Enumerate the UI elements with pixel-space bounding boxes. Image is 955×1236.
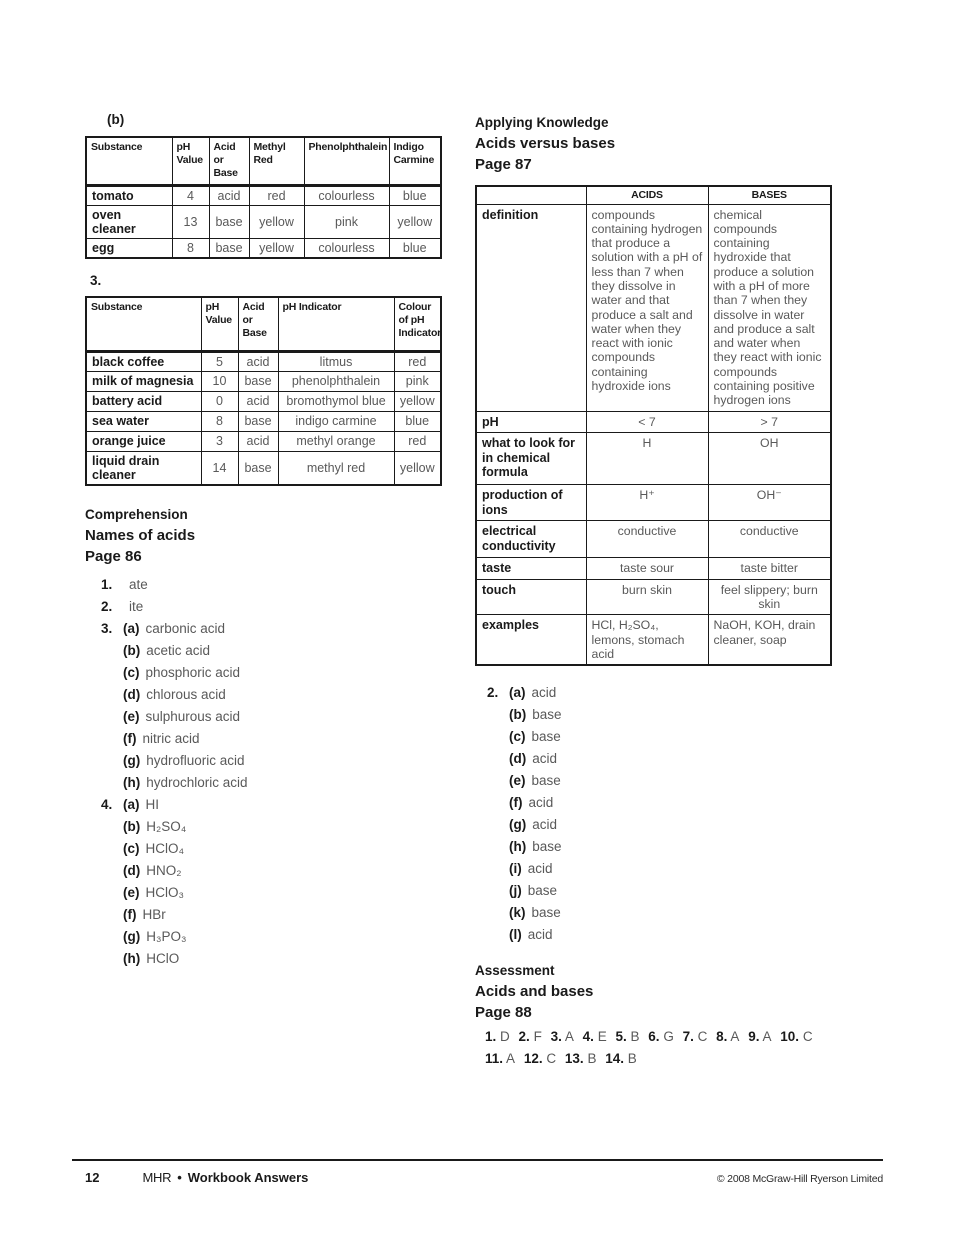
value-cell: acid bbox=[238, 431, 278, 451]
activity-title: Acids versus bases bbox=[475, 135, 616, 152]
item-number bbox=[101, 838, 123, 860]
substance-cell: oven cleaner bbox=[86, 205, 172, 238]
item-letter: (f) bbox=[123, 730, 137, 746]
value-cell: 13 bbox=[172, 205, 209, 238]
answer-pair bbox=[716, 1026, 739, 1048]
list-item bbox=[101, 860, 441, 882]
substance-cell: battery acid bbox=[86, 391, 201, 411]
answer-number: 10. bbox=[780, 1029, 800, 1045]
column-header: pH Indicator bbox=[278, 297, 394, 351]
list-item bbox=[101, 816, 441, 838]
substance-cell: sea water bbox=[86, 411, 201, 431]
value-cell: red bbox=[394, 431, 441, 451]
table-row bbox=[476, 579, 831, 615]
answer-pair bbox=[780, 1026, 812, 1048]
item-letter: (e) bbox=[123, 708, 140, 724]
list-item bbox=[101, 838, 441, 860]
answer-letter: C bbox=[546, 1051, 557, 1067]
item-number bbox=[101, 728, 123, 750]
assessment-section-header bbox=[475, 960, 832, 1024]
item-letter: (b) bbox=[123, 642, 141, 658]
acids-cell: < 7 bbox=[586, 411, 708, 433]
page-reference: Page 87 bbox=[475, 156, 532, 173]
answer-number: 8. bbox=[716, 1029, 728, 1045]
acids-cell: taste sour bbox=[586, 558, 708, 580]
list-item bbox=[487, 770, 832, 792]
list-item bbox=[101, 662, 441, 684]
value-cell: 10 bbox=[201, 371, 238, 391]
item-letter: (c) bbox=[123, 840, 140, 856]
row-label: taste bbox=[476, 558, 586, 580]
bases-cell: NaOH, KOH, drain cleaner, soap bbox=[708, 615, 831, 665]
item-text: base bbox=[531, 905, 561, 921]
value-cell: base bbox=[238, 371, 278, 391]
acids-cell: conductive bbox=[586, 521, 708, 558]
row-label: pH bbox=[476, 411, 586, 433]
list-item bbox=[101, 882, 441, 904]
list-item bbox=[487, 682, 832, 704]
value-cell: methyl red bbox=[278, 451, 394, 485]
answer-number: 7. bbox=[682, 1029, 694, 1045]
item-number bbox=[487, 792, 509, 814]
value-cell: indigo carmine bbox=[278, 411, 394, 431]
value-cell: 3 bbox=[201, 431, 238, 451]
row-label: what to look for in chemical formula bbox=[476, 433, 586, 485]
item-number bbox=[487, 836, 509, 858]
value-cell: 5 bbox=[201, 351, 238, 371]
item-number bbox=[101, 772, 123, 794]
list-item bbox=[101, 750, 441, 772]
acids-column-header: ACIDS bbox=[586, 186, 708, 204]
answer-pair bbox=[551, 1026, 574, 1048]
list-item bbox=[101, 728, 441, 750]
acids-cell: H bbox=[586, 433, 708, 485]
item-text: base bbox=[532, 707, 562, 723]
table-row bbox=[86, 205, 441, 238]
bases-cell: taste bitter bbox=[708, 558, 831, 580]
answer-letter: E bbox=[597, 1029, 607, 1045]
item-number: 1. bbox=[101, 576, 113, 592]
item-number: 2. bbox=[487, 685, 499, 701]
answer-pair bbox=[583, 1026, 607, 1048]
item-text: acid bbox=[527, 927, 553, 943]
item-text: phosphoric acid bbox=[145, 664, 241, 680]
answer-pair bbox=[485, 1026, 510, 1048]
bases-cell: OH⁻ bbox=[708, 485, 831, 521]
value-cell: base bbox=[238, 451, 278, 485]
list-item bbox=[101, 706, 441, 728]
item-number bbox=[487, 704, 509, 726]
item-text: HClO₄ bbox=[145, 840, 185, 856]
item-number bbox=[101, 640, 123, 662]
table-row bbox=[86, 451, 441, 485]
item-text: ate bbox=[129, 576, 148, 592]
substance-cell: egg bbox=[86, 238, 172, 258]
table-row bbox=[86, 185, 441, 205]
section-heading: Assessment bbox=[475, 963, 555, 979]
answer-pair bbox=[565, 1048, 597, 1070]
indicator-results-table bbox=[85, 136, 442, 259]
item-text: base bbox=[527, 883, 558, 899]
list-item bbox=[101, 948, 441, 970]
book-title: Workbook Answers bbox=[187, 1170, 309, 1185]
assessment-answers bbox=[475, 1026, 820, 1070]
item-text: HClO₃ bbox=[145, 884, 184, 900]
list-item bbox=[487, 792, 832, 814]
item-number bbox=[101, 882, 123, 904]
item-text: hydrochloric acid bbox=[146, 774, 248, 790]
page-reference: Page 86 bbox=[85, 547, 142, 565]
acids-cell: HCl, H₂SO₄, lemons, stomach acid bbox=[586, 615, 708, 665]
answer-number: 13. bbox=[564, 1051, 584, 1067]
question-3-label: 3. bbox=[90, 273, 102, 288]
table-row bbox=[476, 521, 831, 558]
answer-letter: B bbox=[587, 1051, 597, 1067]
activity-title: Acids and bases bbox=[475, 983, 594, 1001]
item-number bbox=[101, 904, 123, 926]
value-cell: blue bbox=[389, 238, 441, 258]
item-text: base bbox=[532, 839, 562, 855]
item-letter: (a) bbox=[509, 685, 526, 701]
list-item bbox=[487, 704, 832, 726]
value-cell: pink bbox=[394, 371, 441, 391]
table-row bbox=[476, 411, 831, 433]
value-cell: yellow bbox=[249, 205, 304, 238]
list-item bbox=[487, 836, 832, 858]
item-letter: (k) bbox=[509, 905, 526, 921]
value-cell: 8 bbox=[172, 238, 209, 258]
acids-cell: compounds containing hydrogen that produce a solution with a pH of less than 7 when they dissolve in water and that produce a salt and water when they react with ionic compounds containing hydroxide ions bbox=[586, 204, 708, 411]
item-letter: (g) bbox=[123, 928, 141, 944]
answer-letter: A bbox=[506, 1051, 516, 1067]
table-row bbox=[476, 433, 831, 485]
substance-cell: milk of magnesia bbox=[86, 371, 201, 391]
value-cell: colourless bbox=[304, 185, 389, 205]
footer-divider bbox=[72, 1159, 883, 1161]
item-number bbox=[101, 926, 123, 948]
item-letter: (g) bbox=[123, 752, 141, 768]
column-header: Phenolphthalein bbox=[304, 137, 389, 185]
answer-letter: C bbox=[802, 1029, 813, 1045]
item-letter: (d) bbox=[509, 751, 527, 767]
value-cell: acid bbox=[238, 391, 278, 411]
substance-cell: orange juice bbox=[86, 431, 201, 451]
bases-cell: conductive bbox=[708, 521, 831, 558]
answer-pair bbox=[524, 1048, 556, 1070]
item-text: acid bbox=[532, 817, 558, 833]
left-column bbox=[85, 112, 441, 970]
answer-letter: C bbox=[697, 1029, 708, 1045]
row-label: production of ions bbox=[476, 485, 586, 521]
bases-cell: feel slippery; burn skin bbox=[708, 579, 831, 615]
answer-pair bbox=[615, 1026, 639, 1048]
list-item bbox=[101, 904, 441, 926]
item-letter: (d) bbox=[123, 862, 141, 878]
item-text: carbonic acid bbox=[145, 620, 226, 636]
item-letter: (e) bbox=[509, 773, 526, 789]
value-cell: bromothymol blue bbox=[278, 391, 394, 411]
table-header-row bbox=[476, 186, 831, 204]
value-cell: base bbox=[209, 205, 249, 238]
value-cell: red bbox=[249, 185, 304, 205]
copyright-notice: © 2008 McGraw-Hill Ryerson Limited bbox=[716, 1173, 883, 1185]
row-label: definition bbox=[476, 204, 586, 411]
item-text: hydrofluoric acid bbox=[146, 752, 245, 768]
value-cell: pink bbox=[304, 205, 389, 238]
list-item bbox=[101, 684, 441, 706]
column-header: Indigo Carmine bbox=[389, 137, 441, 185]
table-row bbox=[476, 204, 831, 411]
acids-vs-bases-table bbox=[475, 185, 832, 666]
item-number: 2. bbox=[101, 598, 113, 614]
value-cell: 14 bbox=[201, 451, 238, 485]
value-cell: blue bbox=[389, 185, 441, 205]
value-cell: yellow bbox=[389, 205, 441, 238]
item-text: acid bbox=[531, 685, 557, 701]
list-item bbox=[101, 794, 441, 816]
page-number: 12 bbox=[85, 1170, 100, 1185]
column-header: Acid or Base bbox=[238, 297, 278, 351]
answer-number: 6. bbox=[648, 1029, 660, 1045]
item-number bbox=[487, 902, 509, 924]
acids-cell: burn skin bbox=[586, 579, 708, 615]
answer-letter: G bbox=[663, 1029, 674, 1045]
answer-number: 11. bbox=[485, 1051, 504, 1067]
item-number bbox=[487, 880, 509, 902]
table-row bbox=[86, 351, 441, 371]
answer-pair bbox=[485, 1048, 515, 1070]
item-letter: (i) bbox=[509, 861, 522, 877]
item-letter: (l) bbox=[509, 927, 522, 943]
comprehension-section-header bbox=[85, 504, 441, 568]
table-row bbox=[86, 238, 441, 258]
answer-number: 4. bbox=[582, 1029, 594, 1045]
value-cell: acid bbox=[209, 185, 249, 205]
row-label: examples bbox=[476, 615, 586, 665]
item-text: HBr bbox=[142, 906, 166, 922]
item-text: HI bbox=[145, 796, 159, 812]
value-cell: red bbox=[394, 351, 441, 371]
row-label: touch bbox=[476, 579, 586, 615]
table-row bbox=[86, 411, 441, 431]
item-letter: (f) bbox=[123, 906, 137, 922]
table-header-row bbox=[86, 137, 441, 185]
right-column bbox=[475, 112, 832, 1070]
empty-corner-cell bbox=[476, 186, 586, 204]
value-cell: methyl orange bbox=[278, 431, 394, 451]
table-row bbox=[86, 371, 441, 391]
item-number bbox=[101, 816, 123, 838]
answer-letter: A bbox=[730, 1029, 740, 1045]
column-header: pH Value bbox=[172, 137, 209, 185]
value-cell: yellow bbox=[249, 238, 304, 258]
value-cell: 0 bbox=[201, 391, 238, 411]
column-header: Substance bbox=[86, 297, 201, 351]
column-header: Colour of pH Indicator bbox=[394, 297, 441, 351]
list-item bbox=[101, 926, 441, 948]
acids-cell: H⁺ bbox=[586, 485, 708, 521]
answer-letter: A bbox=[564, 1029, 574, 1045]
page-reference: Page 88 bbox=[475, 1004, 532, 1022]
answer-number: 2. bbox=[518, 1029, 530, 1045]
ph-indicator-table bbox=[85, 296, 442, 486]
part-b-label: (b) bbox=[107, 112, 125, 127]
list-item bbox=[101, 618, 441, 640]
answer-number: 3. bbox=[550, 1029, 562, 1045]
answer-number: 9. bbox=[748, 1029, 760, 1045]
item-letter: (b) bbox=[509, 707, 527, 723]
bases-cell: OH bbox=[708, 433, 831, 485]
item-letter: (a) bbox=[123, 796, 140, 812]
list-item bbox=[487, 858, 832, 880]
answer-pair bbox=[605, 1048, 637, 1070]
item-number bbox=[487, 748, 509, 770]
table-row bbox=[476, 615, 831, 665]
item-letter: (d) bbox=[123, 686, 141, 702]
item-number bbox=[487, 924, 509, 946]
value-cell: yellow bbox=[394, 391, 441, 411]
item-number bbox=[101, 662, 123, 684]
answer-number: 12. bbox=[523, 1051, 543, 1067]
item-text: acid bbox=[527, 861, 553, 877]
list-item bbox=[487, 814, 832, 836]
item-number bbox=[487, 770, 509, 792]
answer-number: 1. bbox=[485, 1029, 497, 1045]
substance-cell: tomato bbox=[86, 185, 172, 205]
value-cell: base bbox=[209, 238, 249, 258]
item-number: 3. bbox=[101, 620, 113, 636]
answer-letter: B bbox=[627, 1051, 637, 1067]
list-item bbox=[101, 574, 441, 596]
answer-letter: A bbox=[762, 1029, 772, 1045]
bases-column-header: BASES bbox=[708, 186, 831, 204]
item-letter: (f) bbox=[509, 795, 523, 811]
answer-pair bbox=[519, 1026, 542, 1048]
value-cell: 4 bbox=[172, 185, 209, 205]
value-cell: blue bbox=[394, 411, 441, 431]
item-text: base bbox=[531, 729, 561, 745]
item-text: acid bbox=[532, 751, 558, 767]
answer-pair bbox=[748, 1026, 771, 1048]
answer-letter: D bbox=[500, 1029, 510, 1045]
answer-number: 14. bbox=[605, 1051, 624, 1067]
item-text: H₂SO₄ bbox=[146, 818, 187, 834]
imprint-label: MHR bbox=[142, 1170, 172, 1185]
item-text: HNO₂ bbox=[146, 862, 182, 878]
activity-title: Names of acids bbox=[85, 526, 196, 544]
item-text: nitric acid bbox=[142, 730, 200, 746]
row-label: electrical conductivity bbox=[476, 521, 586, 558]
item-text: H₃PO₃ bbox=[146, 928, 187, 944]
column-header: Substance bbox=[86, 137, 172, 185]
list-item bbox=[101, 772, 441, 794]
answer-letter: F bbox=[533, 1029, 542, 1045]
answer-letter: B bbox=[630, 1029, 640, 1045]
item-text: HClO bbox=[146, 950, 180, 966]
item-letter: (c) bbox=[509, 729, 526, 745]
bases-cell: > 7 bbox=[708, 411, 831, 433]
names-of-acids-answers bbox=[85, 574, 441, 970]
value-cell: base bbox=[238, 411, 278, 431]
value-cell: 8 bbox=[201, 411, 238, 431]
table-row bbox=[476, 485, 831, 521]
item-letter: (j) bbox=[509, 883, 522, 899]
section-heading: Comprehension bbox=[85, 506, 188, 522]
item-letter: (h) bbox=[509, 839, 527, 855]
item-number bbox=[101, 948, 123, 970]
item-text: ite bbox=[129, 598, 144, 614]
applying-knowledge-section-header bbox=[475, 112, 832, 176]
item-letter: (e) bbox=[123, 884, 140, 900]
item-number bbox=[101, 860, 123, 882]
answer-pair bbox=[683, 1026, 708, 1048]
item-letter: (c) bbox=[123, 664, 140, 680]
page-footer bbox=[85, 1170, 883, 1185]
value-cell: litmus bbox=[278, 351, 394, 371]
item-text: chlorous acid bbox=[146, 686, 226, 702]
answer-number: 5. bbox=[615, 1029, 627, 1045]
list-item bbox=[487, 902, 832, 924]
list-item bbox=[487, 880, 832, 902]
bases-cell: chemical compounds containing hydroxide that produce a solution with a pH of more than 7 when they dissolve in water and produce a salt and water when they react with ionic compounds containing positive hydrogen ions bbox=[708, 204, 831, 411]
value-cell: yellow bbox=[394, 451, 441, 485]
item-text: acetic acid bbox=[146, 642, 211, 658]
column-header: pH Value bbox=[201, 297, 238, 351]
value-cell: colourless bbox=[304, 238, 389, 258]
item-number bbox=[101, 706, 123, 728]
item-number bbox=[101, 750, 123, 772]
list-item bbox=[487, 748, 832, 770]
value-cell: phenolphthalein bbox=[278, 371, 394, 391]
bullet-separator: • bbox=[177, 1170, 182, 1185]
list-item bbox=[487, 924, 832, 946]
item-letter: (a) bbox=[123, 620, 140, 636]
item-number: 4. bbox=[101, 796, 113, 812]
substance-cell: black coffee bbox=[86, 351, 201, 371]
item-number bbox=[487, 858, 509, 880]
list-item bbox=[101, 596, 441, 618]
item-letter: (g) bbox=[509, 817, 527, 833]
table-row bbox=[86, 431, 441, 451]
item-letter: (h) bbox=[123, 774, 141, 790]
item-text: base bbox=[531, 773, 561, 789]
column-header: Methyl Red bbox=[249, 137, 304, 185]
item-number bbox=[101, 684, 123, 706]
value-cell: acid bbox=[238, 351, 278, 371]
section-heading: Applying Knowledge bbox=[475, 115, 609, 130]
item-text: sulphurous acid bbox=[145, 708, 241, 724]
list-item bbox=[101, 640, 441, 662]
item-text: acid bbox=[528, 795, 554, 811]
table-row bbox=[476, 558, 831, 580]
answer-pair bbox=[648, 1026, 674, 1048]
column-header: Acid or Base bbox=[209, 137, 249, 185]
item-letter: (b) bbox=[123, 818, 141, 834]
item-letter: (h) bbox=[123, 950, 141, 966]
list-item bbox=[487, 726, 832, 748]
table-row bbox=[86, 391, 441, 411]
item-number bbox=[487, 814, 509, 836]
item-number bbox=[487, 726, 509, 748]
table-header-row bbox=[86, 297, 441, 351]
question-2-answers bbox=[475, 682, 832, 946]
substance-cell: liquid drain cleaner bbox=[86, 451, 201, 485]
